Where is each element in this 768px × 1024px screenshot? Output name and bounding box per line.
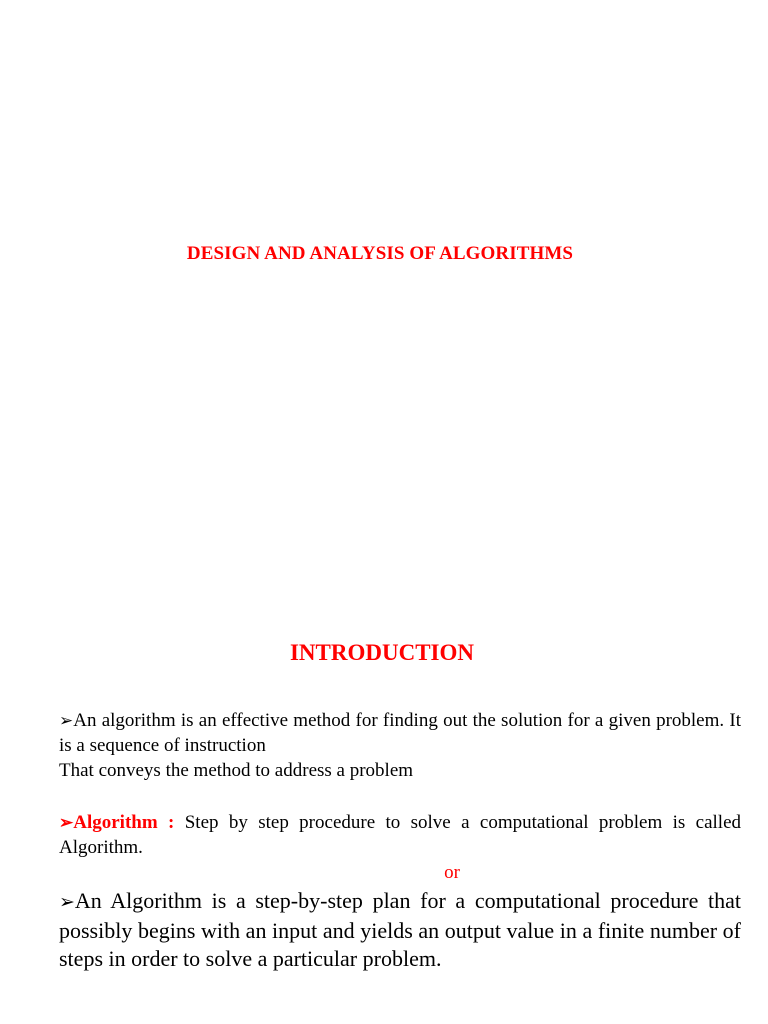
or-separator: or [444,862,460,883]
arrow-bullet-icon: ➢ [59,892,75,913]
paragraph-text: An algorithm is an effective method for finding out the solution for a given problem. It is a sequence of instruction [59,710,741,756]
paragraph-text: An Algorithm is a step-by-step plan for a computational procedure that possibly begins with an input and yields an output value in a finite number of steps in order to solve a particular problem. [59,888,741,971]
paragraph-alternate-definition [59,887,741,973]
arrow-bullet-icon: ➢ [59,711,74,730]
paragraph-continuation: That conveys the method to address a problem [59,760,414,781]
paragraph-algorithm-definition [59,810,741,860]
paragraph-text: Step by step procedure to solve a computational problem is called Algorithm. [59,812,741,858]
arrow-bullet-icon: ➢ [59,813,74,832]
paragraph-definition [59,708,741,783]
term-label: Algorithm : [73,812,175,833]
section-heading: INTRODUCTION [289,640,475,665]
document-title: DESIGN AND ANALYSIS OF ALGORITHMS [186,243,574,264]
